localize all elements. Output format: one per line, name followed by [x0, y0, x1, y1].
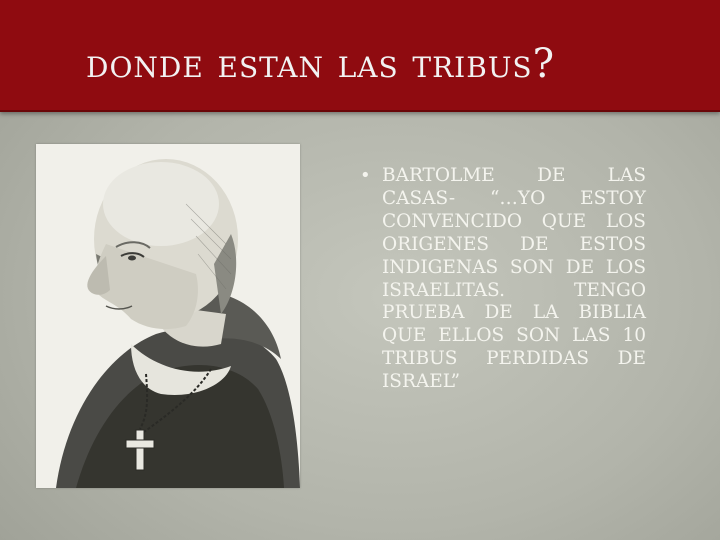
portrait-image — [36, 144, 300, 488]
bullet-dot-icon: • — [360, 165, 371, 186]
bullet-item — [356, 165, 646, 394]
slide-title: donde estan las tribus? — [86, 41, 556, 87]
portrait-engraving — [36, 144, 300, 488]
bullet-text: BARTOLME DE LAS CASAS- “…YO ESTOY CONVENCIDO QUE LOS ORIGENES DE ESTOS INDIGENAS SON DE LOS ISRAELITAS. TENGO PRUEBA DE LA BIBLIA QUE ELLOS SON LAS 10 TRIBUS PERDIDAS DE ISRAEL” — [382, 165, 646, 393]
bullet-list — [356, 165, 646, 394]
title-bar — [0, 0, 720, 112]
